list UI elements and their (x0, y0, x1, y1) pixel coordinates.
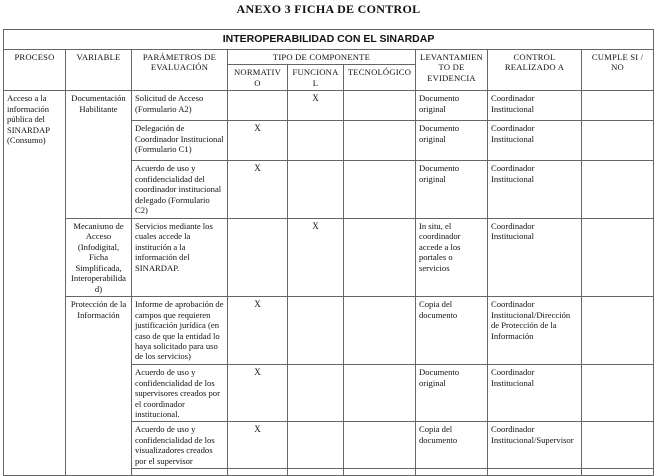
cell-funcional: X (288, 91, 344, 121)
header-row (4, 49, 654, 64)
cell-normativo: X (228, 297, 288, 365)
header-normativo: NORMATIVO (228, 65, 288, 91)
cell-funcional (288, 422, 344, 469)
cell-cumple (582, 161, 654, 218)
cell-control: Coordinador Institucional (488, 161, 582, 218)
cell-control: Coordinador Institucional/Dirección de Protección de la Información (488, 297, 582, 365)
cell-normativo (228, 91, 288, 121)
table-row (4, 297, 654, 365)
header-tecnologico: TECNOLÓGICO (344, 65, 416, 91)
cell-evidencia: In situ, el coordinador accede a los portales o servicios (416, 218, 488, 296)
cell-variable-mecanismo: Mecanismo de Acceso (Infodigital, Ficha Simplificada, Interoperabilidad) (66, 218, 132, 296)
cell-normativo (228, 218, 288, 296)
cell-control: Coordinador Institucional (488, 218, 582, 296)
cell-parametro: Delegación de Coordinador Institucional (Formulario C1) (132, 121, 228, 161)
cell-tecnologico (344, 422, 416, 469)
cell-evidencia: Documento original (416, 91, 488, 121)
cell-cumple (582, 121, 654, 161)
blank-cell (228, 469, 288, 476)
blank-cell (288, 469, 344, 476)
cell-funcional (288, 121, 344, 161)
cell-evidencia: Documento original (416, 365, 488, 422)
cell-tecnologico (344, 121, 416, 161)
table-row (4, 91, 654, 121)
header-variable: VARIABLE (66, 49, 132, 90)
cell-control: Coordinador Institucional/Supervisor (488, 422, 582, 469)
cell-tecnologico (344, 365, 416, 422)
header-levantamiento: LEVANTAMIENTO DE EVIDENCIA (416, 49, 488, 90)
cell-parametro: Acuerdo de uso y confidencialidad de los supervisores creados por el coordinador institucional. (132, 365, 228, 422)
cell-tecnologico (344, 218, 416, 296)
control-table (3, 29, 654, 476)
blank-cell (582, 469, 654, 476)
header-proceso: PROCESO (4, 49, 66, 90)
cell-funcional (288, 297, 344, 365)
cell-cumple (582, 91, 654, 121)
cell-cumple (582, 422, 654, 469)
header-parametros: PARÁMETROS DE EVALUACIÓN (132, 49, 228, 90)
header-control: CONTROL REALIZADO A (488, 49, 582, 90)
header-tipo-componente: TIPO DE COMPONENTE (228, 49, 416, 64)
cell-tecnologico (344, 91, 416, 121)
cell-proceso: Acceso a la información pública del SINARDAP (Consumo) (4, 91, 66, 476)
cell-control: Coordinador Institucional (488, 121, 582, 161)
cell-control: Coordinador Institucional (488, 365, 582, 422)
cell-evidencia: Documento original (416, 121, 488, 161)
cell-parametro: Servicios mediante los cuales accede la institución a la información del SINARDAP. (132, 218, 228, 296)
cell-control: Coordinador Institucional (488, 91, 582, 121)
cell-variable-documentacion: Documentación Habilitante (66, 91, 132, 218)
blank-cell (132, 469, 228, 476)
header-funcional: FUNCIONAL (288, 65, 344, 91)
cell-funcional (288, 161, 344, 218)
cell-funcional: X (288, 218, 344, 296)
cell-parametro: Acuerdo de uso y confidencialidad del coordinador institucional delegado (Formulario C2) (132, 161, 228, 218)
cell-cumple (582, 365, 654, 422)
cell-cumple (582, 297, 654, 365)
cell-evidencia: Copia del documento (416, 297, 488, 365)
table-title: INTEROPERABILIDAD CON EL SINARDAP (4, 30, 654, 50)
cell-normativo: X (228, 365, 288, 422)
cell-parametro: Acuerdo de uso y confidencialidad de los visualizadores creados por el supervisor (132, 422, 228, 469)
cell-parametro: Informe de aprobación de campos que requieren justificación jurídica (en caso de que la entidad lo haya solicitado para uso de los servicios) (132, 297, 228, 365)
blank-cell (488, 469, 582, 476)
cell-normativo: X (228, 422, 288, 469)
document-title: ANEXO 3 FICHA DE CONTROL (236, 2, 421, 16)
cell-normativo: X (228, 121, 288, 161)
blank-cell (416, 469, 488, 476)
cell-evidencia: Copia del documento (416, 422, 488, 469)
cell-parametro: Solicitud de Acceso (Formulario A2) (132, 91, 228, 121)
cell-tecnologico (344, 161, 416, 218)
cell-funcional (288, 365, 344, 422)
blank-cell (344, 469, 416, 476)
cell-variable-proteccion: Protección de la Información (66, 297, 132, 476)
cell-evidencia: Documento original (416, 161, 488, 218)
table-row (4, 218, 654, 296)
cell-tecnologico (344, 297, 416, 365)
cell-cumple (582, 218, 654, 296)
cell-normativo: X (228, 161, 288, 218)
header-cumple: CUMPLE SI / NO (582, 49, 654, 90)
